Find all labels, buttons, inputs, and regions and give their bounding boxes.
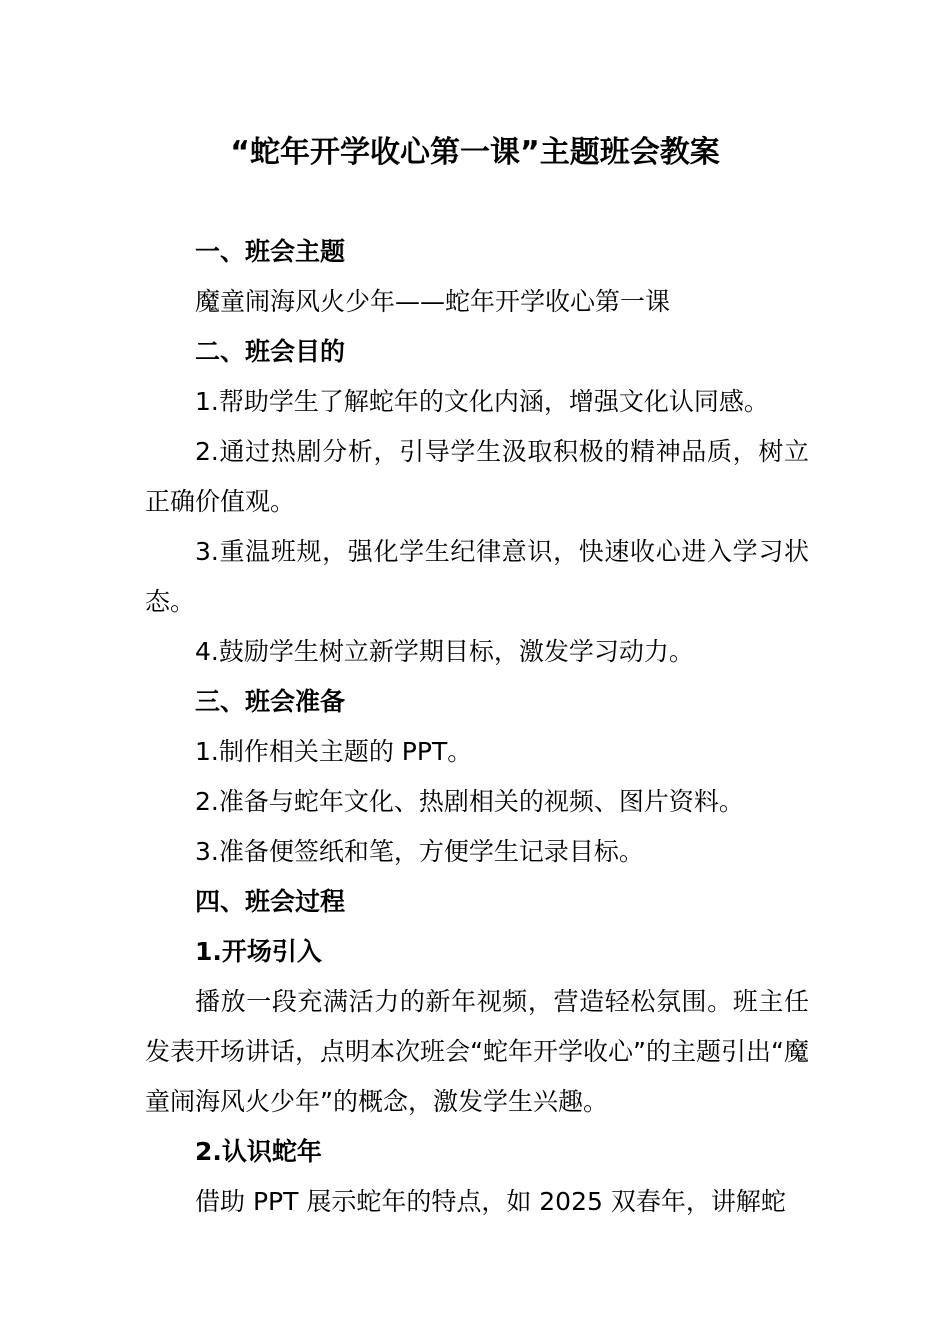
body-paragraph: 借助 PPT 展示蛇年的特点，如 2025 双春年，讲解蛇 (195, 1187, 786, 1216)
body-paragraph: 1.制作相关主题的 PPT。 (195, 737, 473, 766)
body-paragraph: 3.准备便签纸和笔，方便学生记录目标。 (195, 837, 644, 866)
section-heading: 二、班会目的 (195, 337, 346, 366)
subsection-heading: 2.认识蛇年 (195, 1137, 322, 1166)
section-heading: 四、班会过程 (195, 887, 346, 916)
section-heading: 三、班会准备 (195, 687, 346, 716)
body-paragraph: 4.鼓励学生树立新学期目标，激发学习动力。 (195, 637, 694, 666)
document-title: “蛇年开学收心第一课”主题班会教案 (230, 135, 720, 170)
subsection-heading: 1.开场引入 (195, 937, 322, 966)
body-paragraph: 播放一段充满活力的新年视频，营造轻松氛围。班主任发表开场讲话，点明本次班会“蛇年开学收心”的主题引出“魔童闹海风火少年”的概念，激发学生兴趣。 (145, 987, 809, 1116)
body-paragraph: 2.准备与蛇年文化、热剧相关的视频、图片资料。 (195, 787, 744, 816)
section-heading: 一、班会主题 (195, 237, 346, 266)
body-paragraph: 2.通过热剧分析，引导学生汲取积极的精神品质，树立正确价值观。 (145, 437, 809, 516)
body-paragraph: 3.重温班规，强化学生纪律意识，快速收心进入学习状态。 (145, 537, 809, 616)
document-body (145, 227, 809, 1227)
body-paragraph: 魔童闹海风火少年——蛇年开学收心第一课 (195, 287, 671, 316)
body-paragraph: 1.帮助学生了解蛇年的文化内涵，增强文化认同感。 (195, 387, 769, 416)
